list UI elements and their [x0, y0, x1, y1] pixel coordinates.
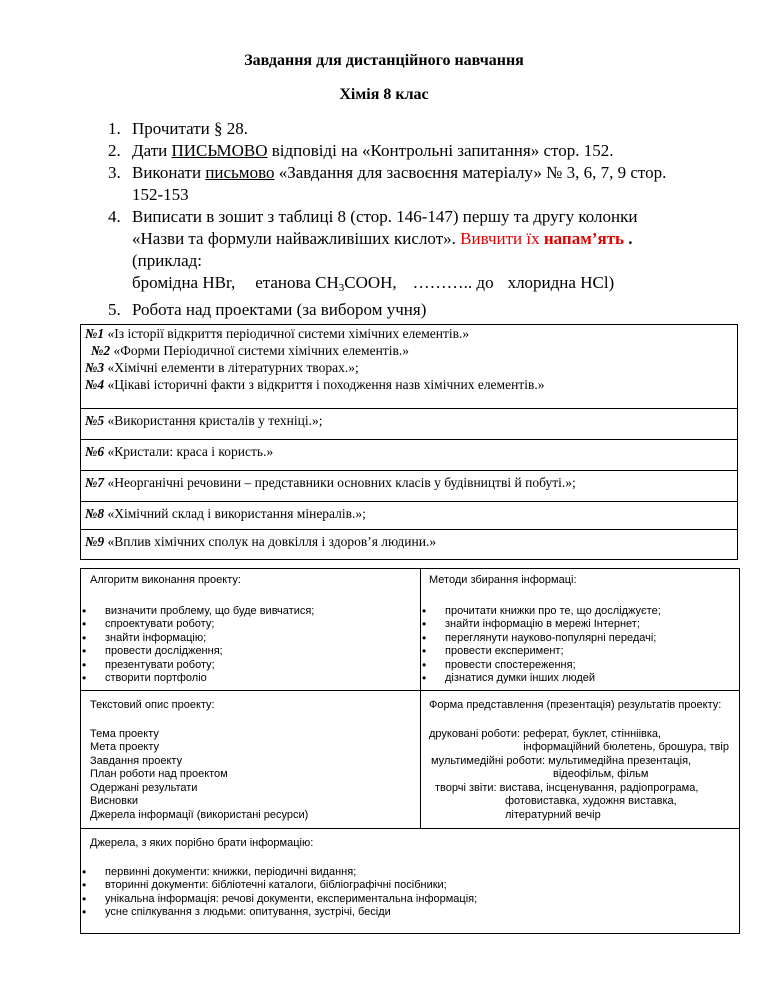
- list-item: • прочитати книжки про те, що досліджуєте;: [421, 605, 735, 619]
- list-item: • створити портфоліо: [81, 672, 410, 686]
- section-heading: Алгоритм виконання проекту:: [90, 574, 241, 586]
- example-ellipsis: ……….. до: [412, 273, 494, 292]
- task-5: [108, 299, 708, 321]
- emphasis-underlined: письмово: [205, 163, 275, 182]
- emphasis-underlined: ПИСЬМОВО: [171, 141, 268, 160]
- list-item: • знайти інформацію;: [81, 632, 410, 646]
- project-title: «Із історії відкриття періодичної системи хімічних елементів.»: [104, 326, 470, 341]
- task-text: Виконати: [132, 163, 206, 182]
- list-item: • первинні документи: книжки, періодичні видання;: [81, 866, 730, 880]
- project-title: «Використання кристалів у техніці.»;: [104, 413, 323, 428]
- task-text: Прочитати § 28.: [132, 119, 249, 138]
- highlight-text: Вивчити їх: [460, 229, 544, 248]
- subscript: 3: [338, 282, 345, 294]
- section-heading: Джерела, з яких порібно брати інформацію:: [90, 837, 314, 849]
- page-title: Завдання для дистанційного навчання: [244, 52, 524, 69]
- list-item: Тема проекту: [90, 727, 159, 740]
- task-3: [108, 162, 708, 206]
- task-text: «Назви та формули найважливіших кислот».: [132, 229, 461, 248]
- presentation-line: літературний вечір: [505, 808, 601, 821]
- page-subtitle: Хімія 8 клас: [339, 86, 429, 103]
- task-list: [108, 118, 708, 321]
- list-item: • визначити проблему, що буде вивчатися;: [81, 605, 410, 619]
- task-2: [108, 140, 708, 162]
- task-text: 152-153: [132, 185, 189, 204]
- example-1: бромідна HBr,: [132, 273, 236, 292]
- presentation-line: відеофільм, фільм: [553, 768, 649, 780]
- list-item: • спроектувати роботу;: [81, 618, 410, 632]
- section-heading: Форма представлення (презентація) результатів проекту:: [429, 699, 722, 711]
- task-4: [108, 206, 708, 299]
- project-number: №4: [85, 377, 105, 392]
- description-section: [90, 699, 410, 822]
- presentation-section: [429, 699, 737, 822]
- section-heading: Методи збирання інформаці:: [429, 574, 577, 586]
- project-row: [81, 342, 737, 359]
- sources-section: [90, 837, 730, 920]
- project-number: №5: [85, 413, 105, 428]
- project-number: №3: [85, 360, 105, 375]
- list-item: • усне спілкування з людьми: опитування, зустрічі, бесіди: [81, 906, 730, 920]
- list-item: Мета проекту: [90, 741, 160, 753]
- project-number: №6: [85, 444, 105, 459]
- task-text: .: [624, 229, 633, 248]
- example-3: хлоридна HCl): [507, 273, 615, 292]
- presentation-line: творчі звіти: вистава, інсценування, радіопрограма,: [435, 781, 699, 794]
- task-number: 2.: [108, 141, 121, 160]
- list-item: Джерела інформації (використані ресурси): [90, 808, 309, 821]
- task-number: 4.: [108, 207, 121, 226]
- task-number: 3.: [108, 163, 121, 182]
- list-item: • вторинні документи: бібліотечні каталоги, бібліографічні посібники;: [81, 879, 730, 893]
- list-item: • переглянути науково-популярні передачі;: [421, 632, 735, 646]
- project-row: [81, 470, 737, 501]
- task-1: [108, 118, 708, 140]
- task-text: Робота над проектами (за вибором учня): [132, 300, 427, 319]
- row-divider: [81, 828, 739, 829]
- project-number: №8: [85, 506, 105, 521]
- project-title: «Вплив хімічних сполук на довкілля і здоров’я людини.»: [104, 534, 437, 549]
- list-item: Завдання проекту: [90, 754, 183, 767]
- example-2: етанова CH: [255, 273, 339, 292]
- project-title: «Хімічні елементи в літературних творах.»;: [104, 360, 359, 375]
- example-2-tail: COOH,: [344, 273, 397, 292]
- presentation-line: друковані роботи: реферат, буклет, стінніівка,: [429, 727, 662, 740]
- list-item: • провести дослідження;: [81, 645, 410, 659]
- presentation-line: мультимедійні роботи: мультимедійна презентація,: [431, 754, 692, 767]
- project-number: №2: [91, 343, 111, 358]
- task-text: Дати: [132, 141, 172, 160]
- project-guide-table: [80, 568, 740, 934]
- presentation-line: інформаційний бюлетень, брошура, твір: [523, 741, 729, 753]
- section-heading: Текстовий опис проекту:: [90, 699, 215, 711]
- project-row: [81, 325, 737, 342]
- task-text: Виписати в зошит з таблиці 8 (стор. 146-147) першу та другу колонки: [132, 207, 638, 226]
- project-row: [81, 501, 737, 529]
- list-item: • презентувати роботу;: [81, 659, 410, 673]
- project-title: «Кристали: краса і користь.»: [104, 444, 274, 459]
- list-item: План роботи над проектом: [90, 768, 228, 780]
- task-text: відповіді на «Контрольні запитання» стор. 152.: [267, 141, 614, 160]
- project-title: «Цікаві історичні факти з відкриття і походження назв хімічних елементів.»: [104, 377, 545, 392]
- list-item: • унікальна інформація: речові документи, експериментальна інформація;: [81, 893, 730, 907]
- methods-section: [429, 574, 735, 686]
- list-item: • провести експеримент;: [421, 645, 735, 659]
- task-text: «Завдання для засвоєння матеріалу» № 3, 6, 7, 9 стор.: [274, 163, 667, 182]
- project-title: «Неорганічні речовини – представники основних класів у будівництві й побуті.»;: [104, 475, 576, 490]
- task-text: (приклад:: [132, 251, 203, 270]
- list-item: • знайти інформацію в мережі Інтернет;: [421, 618, 735, 632]
- project-number: №1: [85, 326, 105, 341]
- project-number: №7: [85, 475, 105, 490]
- task-number: 1.: [108, 119, 121, 138]
- projects-table: [80, 324, 738, 560]
- task-number: 5.: [108, 300, 121, 319]
- highlight-bold-text: напам’ять: [543, 229, 625, 248]
- project-number: №9: [85, 534, 105, 549]
- algorithm-section: [90, 574, 410, 686]
- row-divider: [81, 690, 739, 691]
- list-item: Одержані результати: [90, 781, 198, 794]
- project-row: [81, 439, 737, 470]
- list-item: • провести спостереження;: [421, 659, 735, 673]
- project-title: «Хімічний склад і використання мінералів.»;: [104, 506, 366, 521]
- project-row: [81, 376, 737, 408]
- project-row: [81, 359, 737, 376]
- project-title: «Форми Періодичної системи хімічних елементів.»: [110, 343, 409, 358]
- list-item: Висновки: [90, 795, 138, 807]
- presentation-line: фотовиставка, художня виставка,: [505, 795, 677, 807]
- project-row: [81, 408, 737, 439]
- project-row: [81, 529, 737, 559]
- list-item: • дізнатися думки інших людей: [421, 672, 735, 686]
